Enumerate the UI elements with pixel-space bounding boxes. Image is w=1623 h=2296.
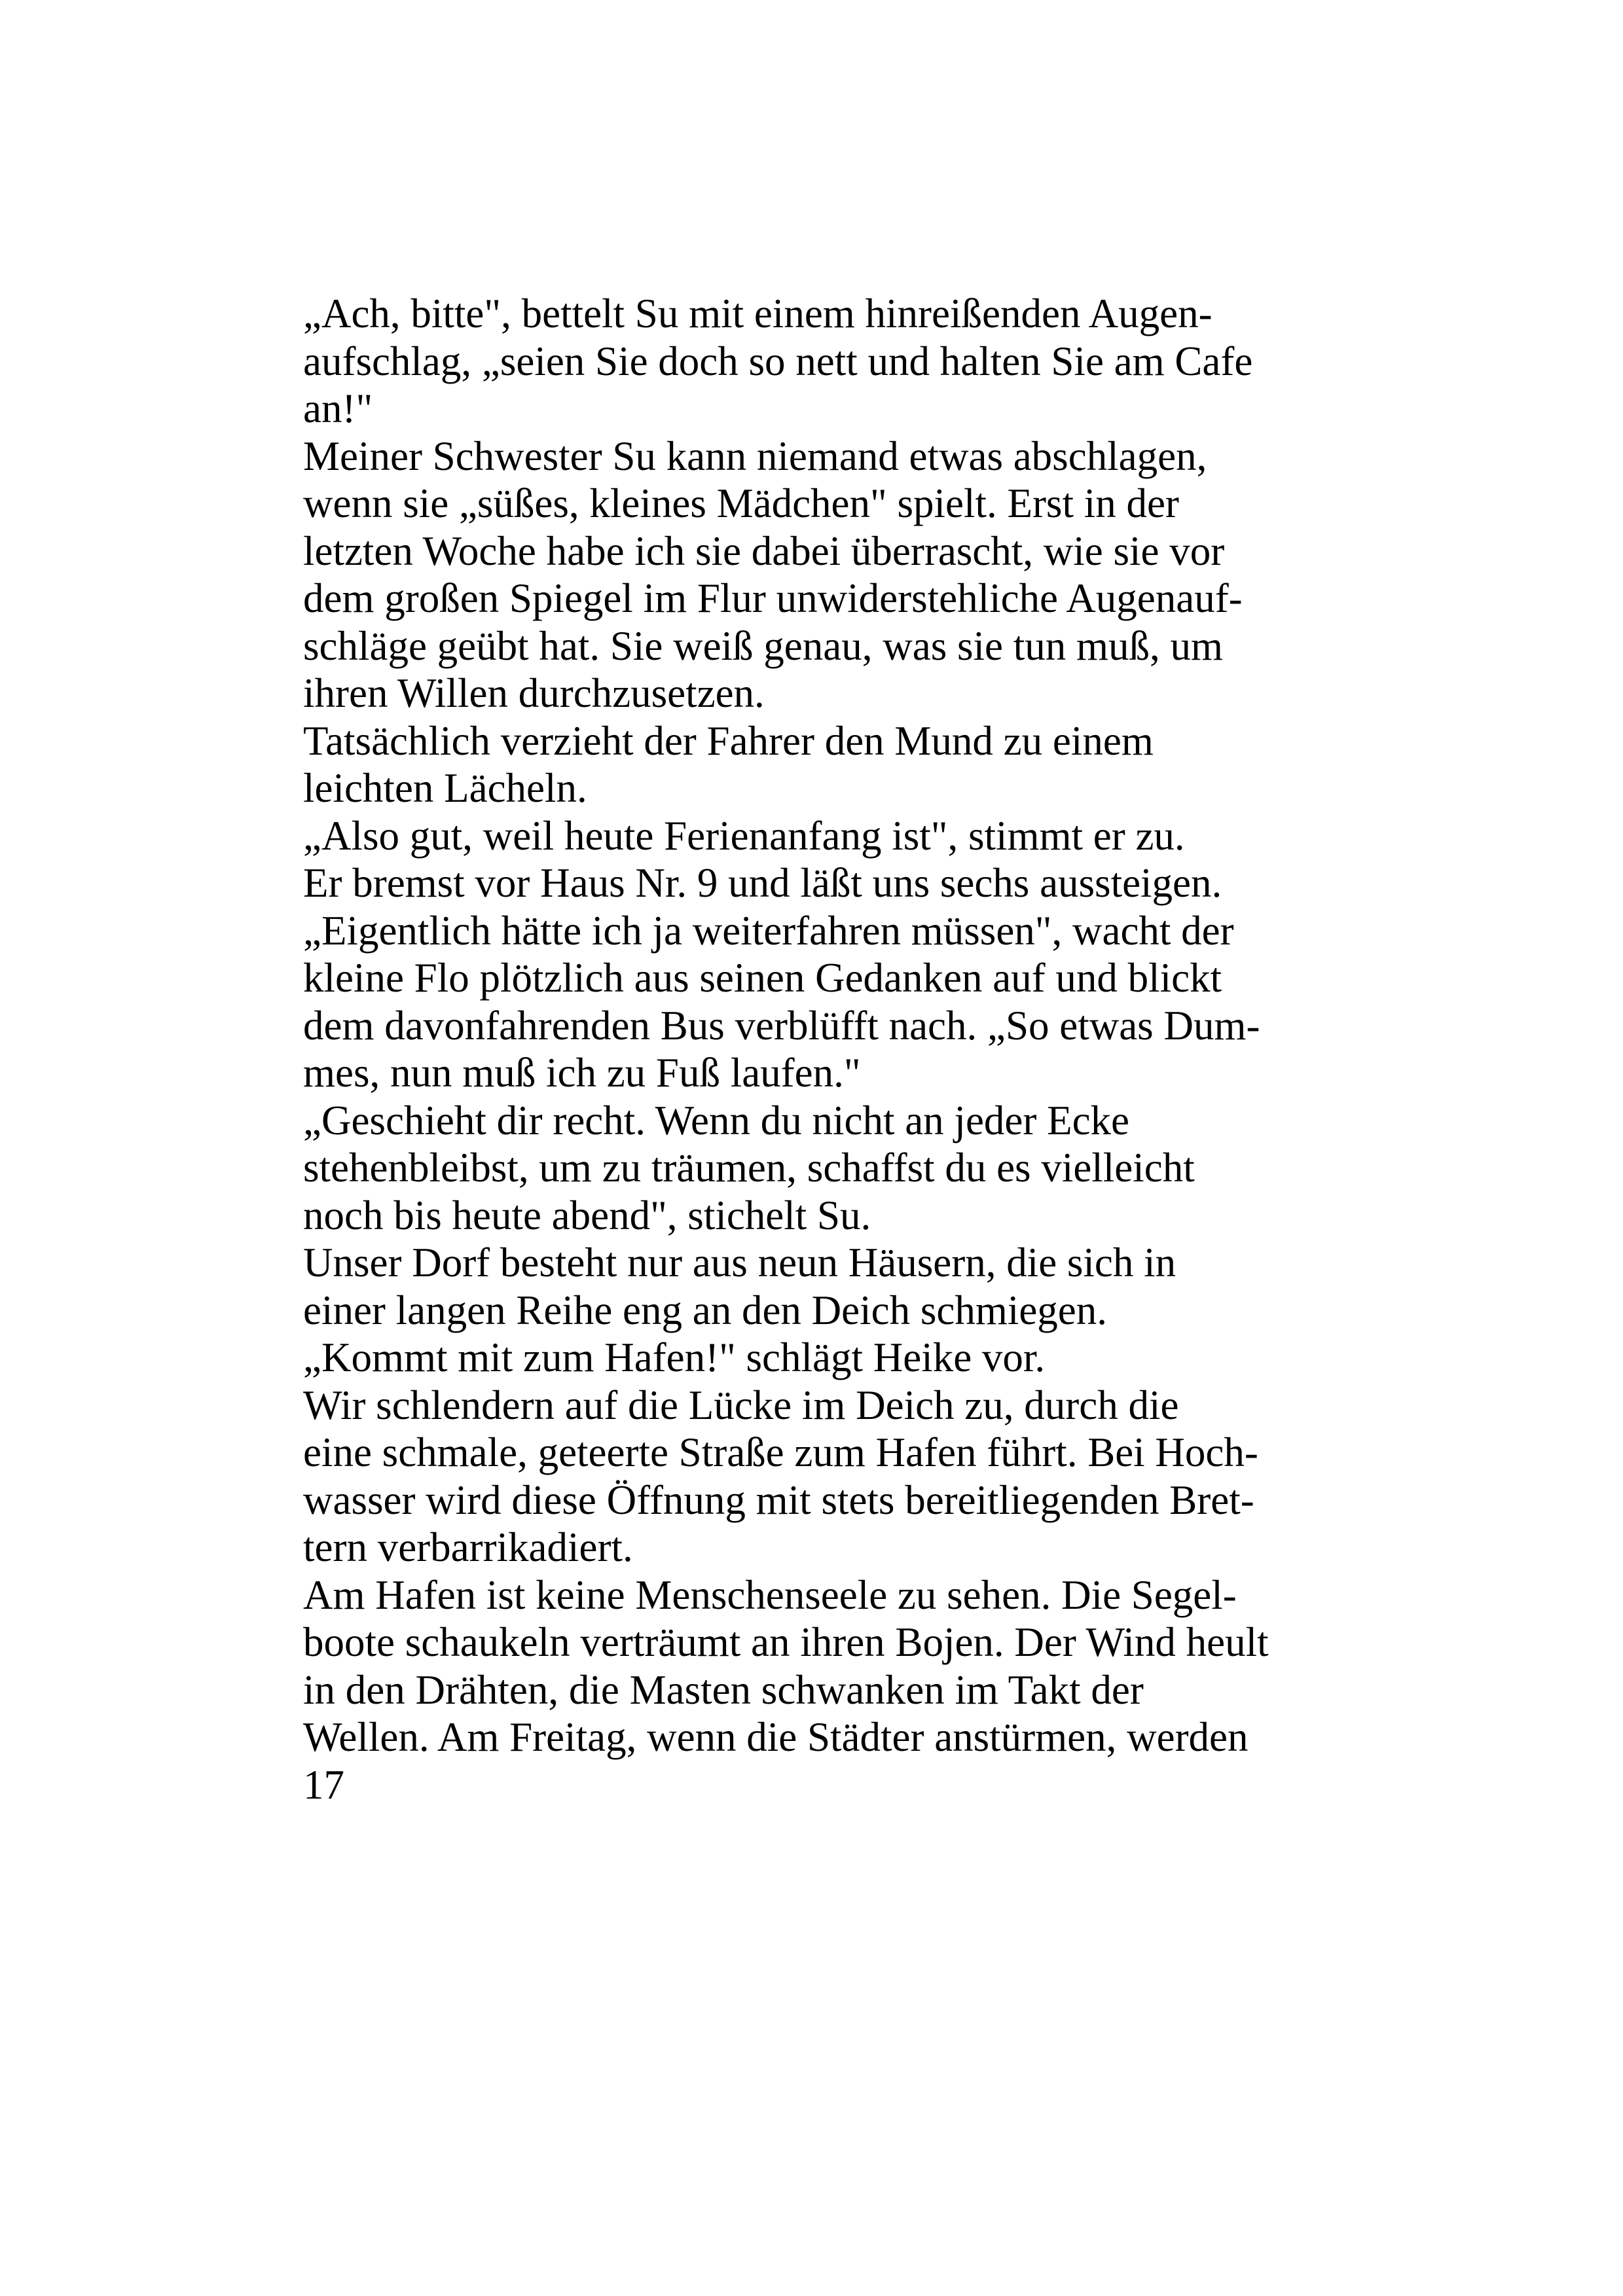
text-line: in den Drähten, die Masten schwanken im Takt der xyxy=(303,1666,1144,1713)
text-line: Er bremst vor Haus Nr. 9 und läßt uns sechs aussteigen. xyxy=(303,860,1222,906)
text-line: dem großen Spiegel im Flur unwiderstehliche Augenauf- xyxy=(303,575,1243,621)
body-text xyxy=(303,290,1351,1808)
text-line: Meiner Schwester Su kann niemand etwas abschlagen, xyxy=(303,433,1207,479)
text-line: wasser wird diese Öffnung mit stets bereitliegenden Bret- xyxy=(303,1477,1254,1523)
text-line: Tatsächlich verzieht der Fahrer den Mund zu einem xyxy=(303,717,1154,764)
text-line: noch bis heute abend", stichelt Su. xyxy=(303,1192,871,1238)
text-line: schläge geübt hat. Sie weiß genau, was sie tun muß, um xyxy=(303,622,1223,669)
text-line: ihren Willen durchzusetzen. xyxy=(303,670,765,716)
text-line: boote schaukeln verträumt an ihren Bojen. Der Wind heult xyxy=(303,1619,1269,1665)
text-line: „Geschieht dir recht. Wenn du nicht an jeder Ecke xyxy=(303,1097,1129,1143)
text-line: stehenbleibst, um zu träumen, schaffst du es vielleicht xyxy=(303,1145,1195,1191)
text-line: dem davonfahrenden Bus verblüfft nach. „So etwas Dum- xyxy=(303,1002,1260,1049)
text-line: „Kommt mit zum Hafen!" schlägt Heike vor. xyxy=(303,1335,1046,1380)
text-line: „Also gut, weil heute Ferienanfang ist", stimmt er zu. xyxy=(303,812,1185,859)
text-line: eine schmale, geteerte Straße zum Hafen führt. Bei Hoch- xyxy=(303,1429,1258,1475)
text-line: leichten Lächeln. xyxy=(303,765,587,811)
text-line: Am Hafen ist keine Menschenseele zu sehen. Die Segel- xyxy=(303,1571,1237,1618)
text-line: aufschlag, „seien Sie doch so nett und halten Sie am Cafe xyxy=(303,338,1253,384)
text-line: einer langen Reihe eng an den Deich schmiegen. xyxy=(303,1287,1108,1333)
text-line: wenn sie „süßes, kleines Mädchen" spielt. Erst in der xyxy=(303,480,1179,526)
text-line: Unser Dorf besteht nur aus neun Häusern, die sich in xyxy=(303,1240,1176,1285)
text-line: kleine Flo plötzlich aus seinen Gedanken auf und blickt xyxy=(303,955,1222,1001)
text-line: mes, nun muß ich zu Fuß laufen." xyxy=(303,1050,861,1096)
text-line: letzten Woche habe ich sie dabei überrascht, wie sie vor xyxy=(303,528,1225,574)
text-line: „Ach, bitte", bettelt Su mit einem hinreißenden Augen- xyxy=(303,291,1213,336)
page-number: 17 xyxy=(303,1761,344,1808)
text-line: an!" xyxy=(303,386,373,431)
text-line: Wellen. Am Freitag, wenn die Städter anstürmen, werden xyxy=(303,1714,1249,1760)
text-line: „Eigentlich hätte ich ja weiterfahren müssen", wacht der xyxy=(303,907,1234,954)
text-line: Wir schlendern auf die Lücke im Deich zu, durch die xyxy=(303,1382,1179,1428)
text-line: tern verbarrikadiert. xyxy=(303,1524,633,1570)
